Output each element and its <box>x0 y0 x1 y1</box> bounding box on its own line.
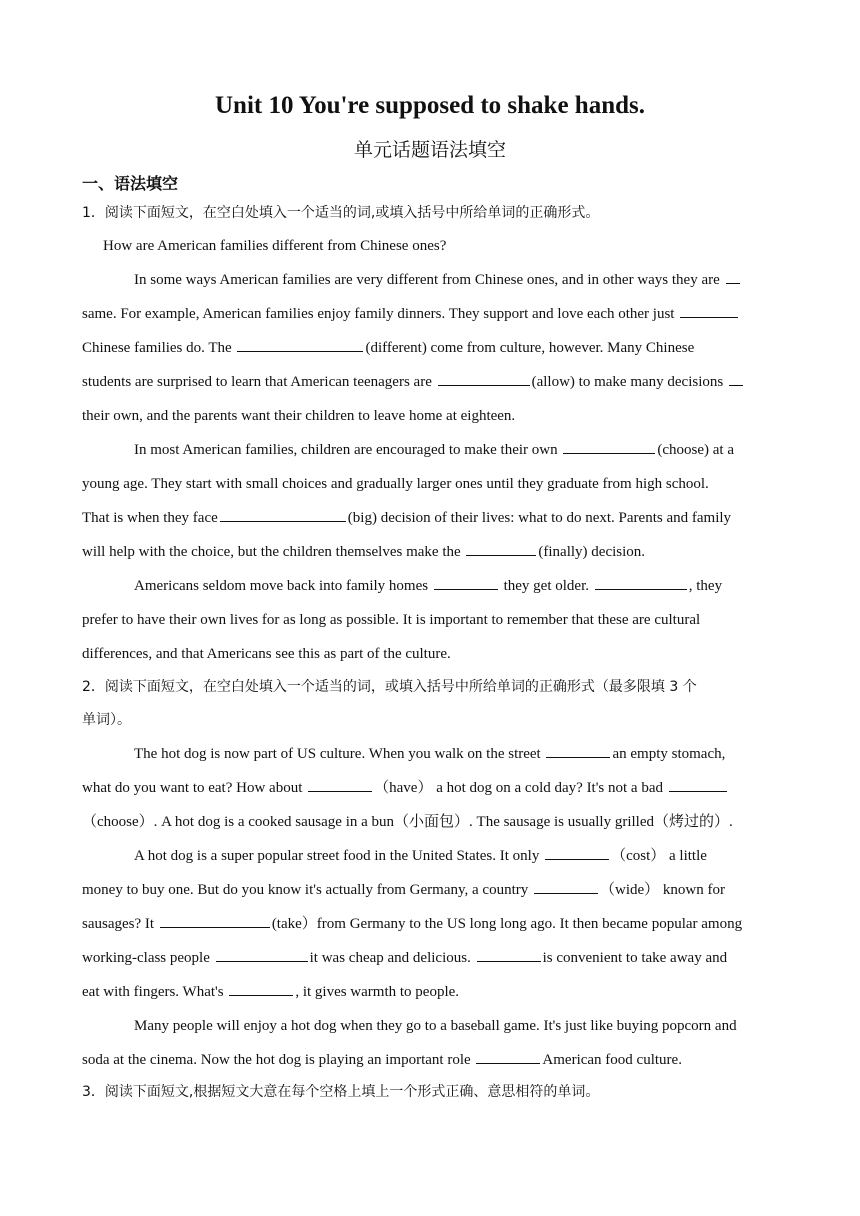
answer-blank[interactable] <box>595 575 687 590</box>
q1-line-10: Americans seldom move back into family homes they get older. , they <box>134 575 834 597</box>
answer-blank[interactable] <box>476 1049 540 1064</box>
q1-line-6: In most American families, children are encouraged to make their own (choose) at a <box>134 439 834 461</box>
q2-line-7: working-class people it was cheap and delicious. is convenient to take away and <box>82 947 782 969</box>
answer-blank[interactable] <box>545 845 609 860</box>
answer-blank[interactable] <box>680 303 738 318</box>
q2-line-9: Many people will enjoy a hot dog when they go to a baseball game. It's just like buying popcorn and <box>134 1018 737 1034</box>
q1-line-4: students are surprised to learn that American teenagers are (allow) to make many decisions <box>82 371 782 393</box>
q2-line-3: （choose）. A hot dog is a cooked sausage in a bun（小面包）. The sausage is usually grilled（烤过的）. <box>82 814 733 830</box>
q1-instruction: 1．阅读下面短文，在空白处填入一个适当的词,或填入括号中所给单词的正确形式。 <box>82 205 600 221</box>
q2-line-8: eat with fingers. What's , it gives warmth to people. <box>82 981 782 1003</box>
answer-blank[interactable] <box>534 879 598 894</box>
answer-blank[interactable] <box>726 269 740 284</box>
answer-blank[interactable] <box>477 947 541 962</box>
q1-line-2: same. For example, American families enjoy family dinners. They support and love each other just <box>82 303 782 325</box>
q1-line-12: differences, and that Americans see this as part of the culture. <box>82 646 451 662</box>
answer-blank[interactable] <box>438 371 530 386</box>
q2-instruction-cont: 单词）。 <box>82 712 131 728</box>
q2-line-6: sausages? It (take）from Germany to the US long long ago. It then became popular among <box>82 913 782 935</box>
answer-blank[interactable] <box>434 575 498 590</box>
q1-line-8: That is when they face (big) decision of their lives: what to do next. Parents and family <box>82 507 782 529</box>
q2-instruction: 2．阅读下面短文，在空白处填入一个适当的词，或填入括号中所给单词的正确形式（最多限填 3 个 <box>82 679 697 695</box>
answer-blank[interactable] <box>546 743 610 758</box>
section-heading: 一、语法填空 <box>82 174 179 193</box>
answer-blank[interactable] <box>563 439 655 454</box>
q2-line-2: what do you want to eat? How about （have） a hot dog on a cold day? It's not a bad <box>82 777 782 799</box>
q1-line-5: their own, and the parents want their children to leave home at eighteen. <box>82 408 516 424</box>
answer-blank[interactable] <box>237 337 363 352</box>
page-title: Unit 10 You're supposed to shake hands. <box>215 92 645 119</box>
q1-line-9: will help with the choice, but the children themselves make the (finally) decision. <box>82 541 782 563</box>
q2-line-5: money to buy one. But do you know it's actually from Germany, a country （wide） known for <box>82 879 782 901</box>
answer-blank[interactable] <box>729 371 743 386</box>
q2-line-1: The hot dog is now part of US culture. When you walk on the street an empty stomach, <box>134 743 834 765</box>
q2-line-4: A hot dog is a super popular street food in the United States. It only （cost） a little <box>134 845 834 867</box>
page-subtitle: 单元话题语法填空 <box>353 139 506 161</box>
q2-line-10: soda at the cinema. Now the hot dog is playing an important role American food culture. <box>82 1049 782 1071</box>
q1-heading: How are American families different from Chinese ones? <box>103 238 447 254</box>
answer-blank[interactable] <box>466 541 536 556</box>
q1-line-1: In some ways American families are very different from Chinese ones, and in other ways they are <box>134 269 834 291</box>
answer-blank[interactable] <box>229 981 293 996</box>
answer-blank[interactable] <box>160 913 270 928</box>
answer-blank[interactable] <box>308 777 372 792</box>
q3-instruction: 3．阅读下面短文,根据短文大意在每个空格上填上一个形式正确、意思相符的单词。 <box>82 1084 600 1100</box>
q1-line-11: prefer to have their own lives for as long as possible. It is important to remember that these are cultural <box>82 612 701 628</box>
answer-blank[interactable] <box>220 507 346 522</box>
q1-line-7: young age. They start with small choices and gradually larger ones until they graduate from high school. <box>82 476 709 492</box>
answer-blank[interactable] <box>669 777 727 792</box>
answer-blank[interactable] <box>216 947 308 962</box>
q1-line-3: Chinese families do. The (different) come from culture, however. Many Chinese <box>82 337 782 359</box>
